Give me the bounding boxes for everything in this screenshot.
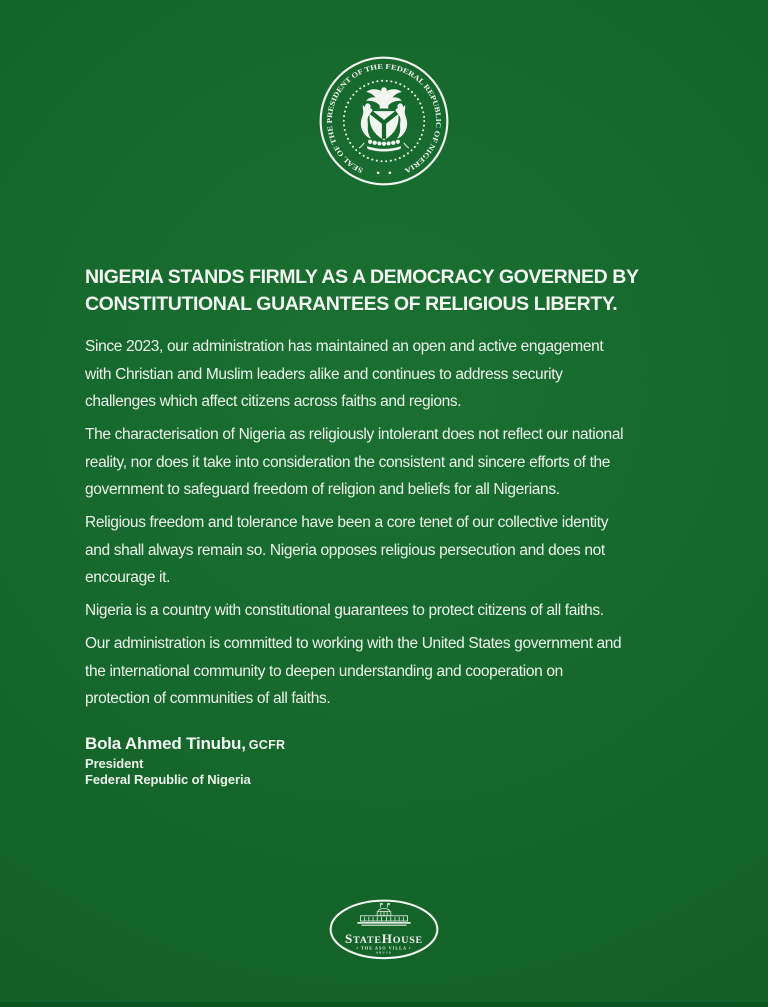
signatory-organization: Federal Republic of Nigeria xyxy=(85,772,251,787)
logo-subtitle: • THE ASO VILLA • xyxy=(356,945,412,951)
signatory-name: Bola Ahmed Tinubu, xyxy=(85,733,246,753)
statement-paragraph: Religious freedom and tolerance have been a core tenet of our collective identity and shall always remain so. Nigeria opposes religious persecution and does not encourage it. xyxy=(85,514,609,586)
statehouse-logo-graphic xyxy=(328,898,441,961)
statement-headline xyxy=(85,264,705,318)
statement-paragraph: Nigeria is a country with constitutional guarantees to protect citizens of all faiths. xyxy=(85,602,604,619)
statehouse-logo xyxy=(328,898,441,961)
signatory-name-line xyxy=(85,733,705,756)
headline-line: CONSTITUTIONAL GUARANTEES OF RELIGIOUS LIBERTY. xyxy=(85,293,618,315)
presidential-seal xyxy=(318,55,450,187)
signatory-honorific: GCFR xyxy=(248,737,286,752)
signatory-title: President xyxy=(85,755,144,771)
wreath-torse xyxy=(367,140,401,152)
aso-villa-building-icon xyxy=(357,903,410,925)
eagle-icon xyxy=(366,87,402,108)
statement-paragraph: Since 2023, our administration has maintained an open and active engagement with Christian and Muslim leaders alike and continues to address security challenges which affect citizens across faiths and regions. xyxy=(85,338,604,410)
logo-title: STATEHOUSE xyxy=(345,930,423,946)
headline-line: NIGERIA STANDS FIRMLY AS A DEMOCRACY GOVERNED BY xyxy=(85,266,639,288)
seal-separator-dots xyxy=(377,171,391,174)
statement-body xyxy=(85,264,705,789)
logo-city: ABUJA xyxy=(375,950,393,955)
statement-paragraph: Our administration is committed to working with the United States government and the international community to deepen understanding and cooperation on protection of communities of all faiths. xyxy=(85,635,622,707)
seal-ring-text: SEAL OF THE PRESIDENT OF THE FEDERAL REPUBLIC OF NIGERIA xyxy=(325,62,443,175)
presidential-seal-graphic xyxy=(318,55,450,187)
coat-of-arms xyxy=(359,87,409,151)
statement-paragraph: The characterisation of Nigeria as religiously intolerant does not reflect our national reality, nor does it take into consideration the consistent and sincere efforts of the government to safeguard freedom of religion and beliefs for all Nigerians. xyxy=(85,426,624,498)
signature-block xyxy=(85,733,705,789)
